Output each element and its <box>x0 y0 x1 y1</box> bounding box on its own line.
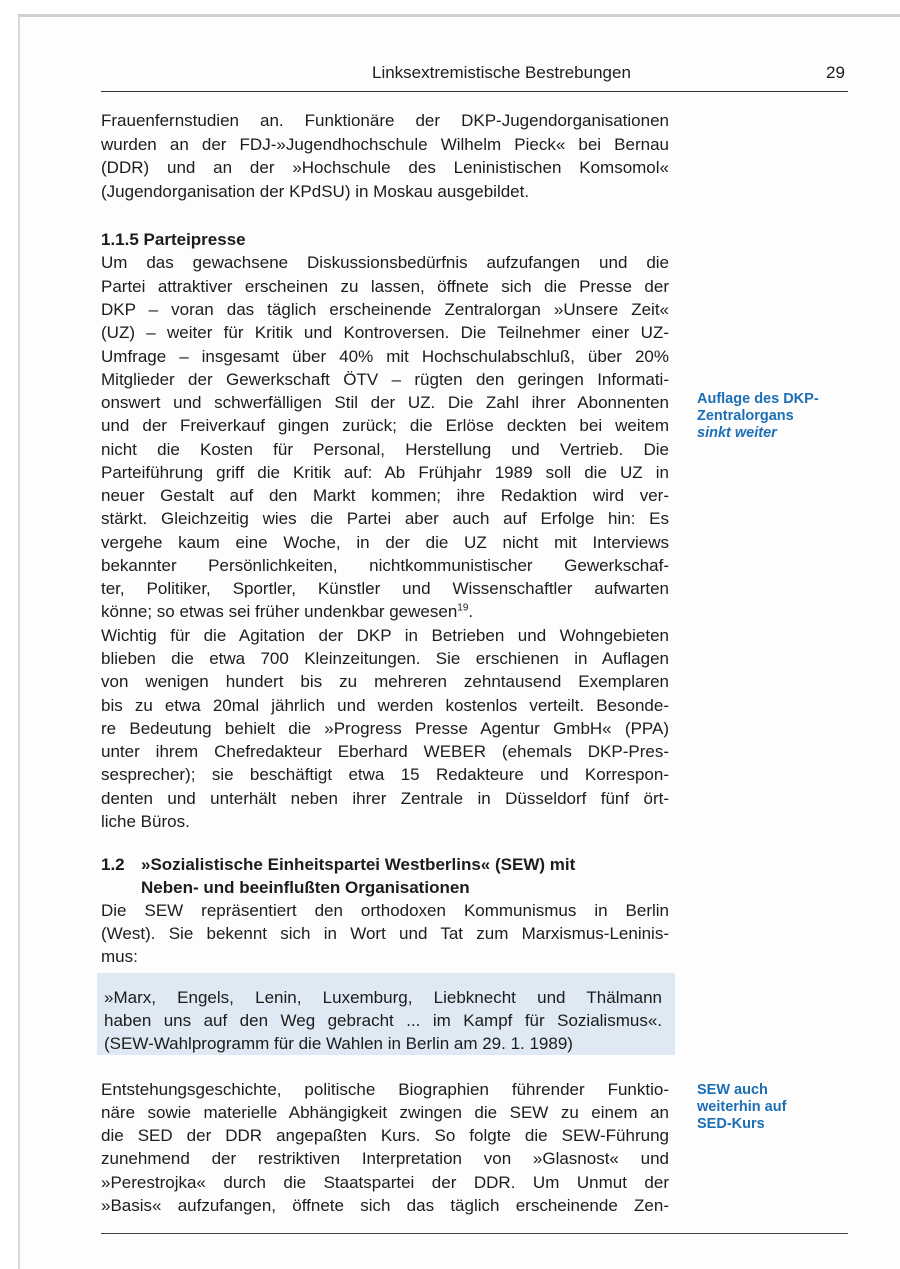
body-line: onswert und schwerfälligen Stil der UZ. Die Zahl ihrer Abonnenten <box>101 393 669 412</box>
body-line: neuer Gestalt auf den Markt kommen; ihre Redaktion wird ver- <box>101 486 669 505</box>
body-line: stärkt. Gleichzeitig wies die Partei aber auch auf Erfolge hin: Es <box>101 509 669 528</box>
margin-note-line: Zentralorgans <box>697 408 794 424</box>
footer-rule <box>101 1233 848 1234</box>
margin-note-line: SED-Kurs <box>697 1116 765 1132</box>
quote-line: (SEW-Wahlprogramm für die Wahlen in Berlin am 29. 1. 1989) <box>104 1034 573 1053</box>
body-line: bekannter Persönlichkeiten, nichtkommunistischer Gewerkschaf- <box>101 556 669 575</box>
body-line: DKP – voran das täglich erscheinende Zentralorgan »Unsere Zeit« <box>101 300 669 319</box>
header-rule <box>101 91 848 92</box>
quote-line: haben uns auf den Weg gebracht ... im Kampf für Sozialismus«. <box>104 1011 662 1030</box>
body-line: vergehe kaum eine Woche, in der die UZ nicht mit Interviews <box>101 533 669 552</box>
body-line: bis zu etwa 20mal jährlich und werden kostenlos verteilt. Besonde- <box>101 696 669 715</box>
body-line: sesprecher); sie beschäftigt etwa 15 Redakteure und Korrespon- <box>101 765 669 784</box>
body-line: Partei attraktiver erscheinen zu lassen, öffnete sich die Presse der <box>101 277 669 296</box>
section-title: Parteipresse <box>143 230 246 249</box>
body-line-with-footnote <box>101 601 669 623</box>
body-line: Frauenfernstudien an. Funktionäre der DKP-Jugendorganisationen <box>101 111 669 130</box>
body-line: zunehmend der restriktiven Interpretation von »Glasnost« und <box>101 1149 669 1168</box>
body-line: re Bedeutung behielt die »Progress Presse Agentur GmbH« (PPA) <box>101 719 669 738</box>
section-number: 1.1.5 <box>101 230 139 249</box>
margin-note-sew-course <box>697 1082 867 1133</box>
body-line: Um das gewachsene Diskussionsbedürfnis aufzufangen und die <box>101 253 669 272</box>
body-text: . <box>468 602 474 621</box>
body-line: »Basis« aufzufangen, öffnete sich das täglich erscheinende Zen- <box>101 1196 669 1215</box>
body-line: (Jugendorganisation der KPdSU) in Moskau ausgebildet. <box>101 182 530 201</box>
body-line: Mitglieder der Gewerkschaft ÖTV – rügten den geringen Informati- <box>101 370 669 389</box>
body-line: wurden an der FDJ-»Jugendhochschule Wilhelm Pieck« bei Bernau <box>101 135 669 154</box>
section-heading-1-1-5 <box>101 229 246 251</box>
section-heading-1-2 <box>101 854 575 876</box>
body-line: denten und unterhält neben ihrer Zentrale in Düsseldorf fünf ört- <box>101 789 669 808</box>
margin-note-line: SEW auch <box>697 1082 768 1098</box>
body-line: nicht die Kosten für Personal, Herstellung und Vertrieb. Die <box>101 440 669 459</box>
body-line: mus: <box>101 947 138 966</box>
section-number: 1.2 <box>101 855 125 874</box>
body-line: Wichtig für die Agitation der DKP in Betrieben und Wohngebieten <box>101 626 669 645</box>
body-line: »Perestrojka« durch die Staatspartei der DDR. Um Unmut der <box>101 1173 669 1192</box>
body-text: könne; so etwas sei früher undenkbar gewesen <box>101 602 458 621</box>
margin-note-line: sinkt weiter <box>697 425 777 441</box>
section-title-line: »Sozialistische Einheitspartei Westberlins« (SEW) mit <box>141 855 576 874</box>
footnote-ref[interactable]: 19 <box>457 602 469 614</box>
body-line: ter, Politiker, Sportler, Künstler und Wissenschaftler aufwarten <box>101 579 669 598</box>
margin-note-line: weiterhin auf <box>697 1099 787 1115</box>
margin-note-line: Auflage des DKP- <box>697 391 819 407</box>
body-line: Parteiführung griff die Kritik auf: Ab Frühjahr 1989 soll die UZ in <box>101 463 669 482</box>
body-line: die SED der DDR angepaßten Kurs. So folgte die SEW-Führung <box>101 1126 669 1145</box>
body-line: und der Freiverkauf gingen zurück; die Erlöse deckten bei weitem <box>101 416 669 435</box>
running-header-title: Linksextremistische Bestrebungen <box>372 63 631 82</box>
margin-note-dkp-circulation <box>697 391 867 442</box>
body-line: Umfrage – insgesamt über 40% mit Hochschulabschluß, über 20% <box>101 347 669 366</box>
body-line: von wenigen hundert bis zu mehreren zehntausend Exemplaren <box>101 672 669 691</box>
body-line: näre sowie materielle Abhängigkeit zwingen die SEW zu einem an <box>101 1103 669 1122</box>
body-line: blieben die etwa 700 Kleinzeitungen. Sie erschienen in Auflagen <box>101 649 669 668</box>
body-line: (West). Sie bekennt sich in Wort und Tat zum Marxismus-Leninis- <box>101 924 669 943</box>
body-line: liche Büros. <box>101 812 190 831</box>
body-line: Entstehungsgeschichte, politische Biographien führender Funktio- <box>101 1080 669 1099</box>
body-line: unter ihrem Chefredakteur Eberhard WEBER (ehemals DKP-Pres- <box>101 742 669 761</box>
body-line: (UZ) – weiter für Kritik und Kontroversen. Die Teilnehmer einer UZ- <box>101 323 669 342</box>
page-number: 29 <box>826 63 845 82</box>
section-title-line: Neben- und beeinflußten Organisationen <box>141 878 470 897</box>
quote-line: »Marx, Engels, Lenin, Luxemburg, Liebknecht und Thälmann <box>104 988 662 1007</box>
body-line: (DDR) und an der »Hochschule des Leninistischen Komsomol« <box>101 158 669 177</box>
body-line: Die SEW repräsentiert den orthodoxen Kommunismus in Berlin <box>101 901 669 920</box>
